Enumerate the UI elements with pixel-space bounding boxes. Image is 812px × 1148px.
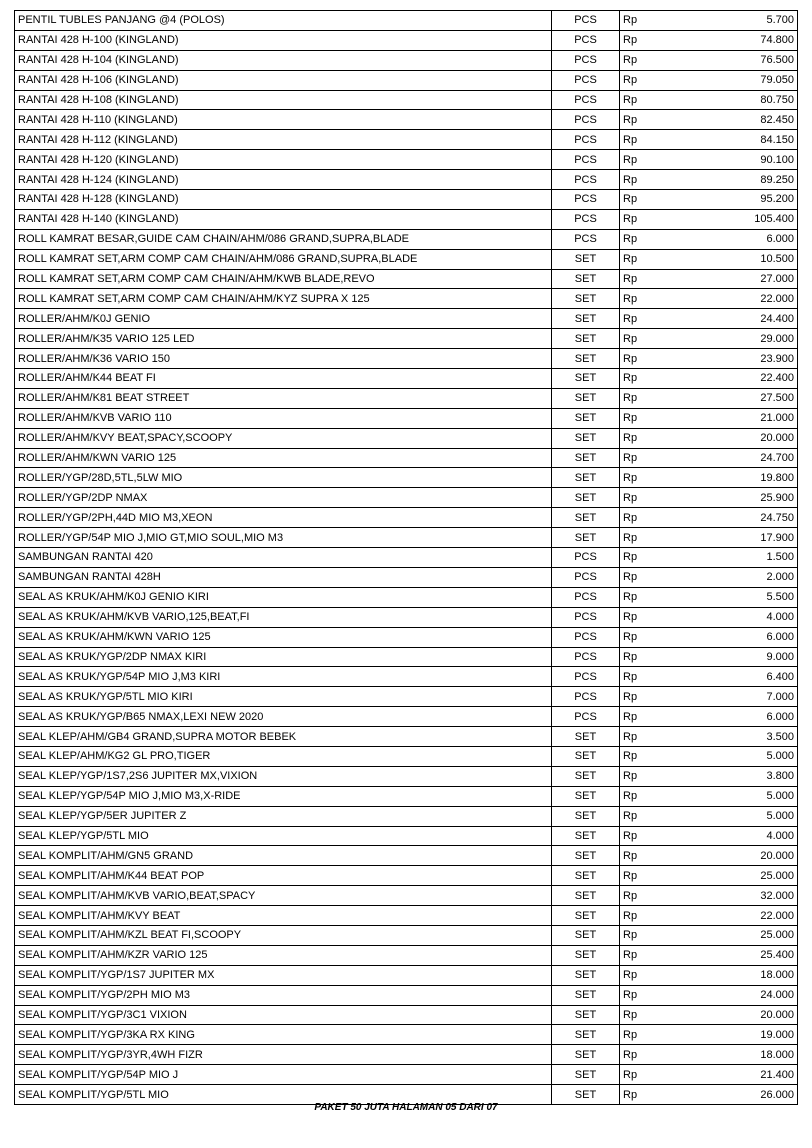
item-unit: SET <box>552 925 620 945</box>
item-price: 90.100 <box>656 150 798 170</box>
item-price: 6.000 <box>656 707 798 727</box>
item-price: 18.000 <box>656 965 798 985</box>
currency-label: Rp <box>620 408 656 428</box>
item-price: 27.500 <box>656 388 798 408</box>
table-row <box>15 667 798 687</box>
currency-label: Rp <box>620 727 656 747</box>
item-name: SEAL AS KRUK/YGP/5TL MIO KIRI <box>15 687 552 707</box>
item-unit: SET <box>552 1025 620 1045</box>
item-unit: SET <box>552 786 620 806</box>
item-unit: SET <box>552 249 620 269</box>
currency-label: Rp <box>620 90 656 110</box>
item-price: 82.450 <box>656 110 798 130</box>
table-row <box>15 488 798 508</box>
currency-label: Rp <box>620 528 656 548</box>
item-name: RANTAI 428 H-110 (KINGLAND) <box>15 110 552 130</box>
item-name: ROLL KAMRAT BESAR,GUIDE CAM CHAIN/AHM/086 GRAND,SUPRA,BLADE <box>15 229 552 249</box>
item-price: 5.000 <box>656 806 798 826</box>
item-name: RANTAI 428 H-112 (KINGLAND) <box>15 130 552 150</box>
table-row <box>15 229 798 249</box>
item-price: 18.000 <box>656 1045 798 1065</box>
item-name: SEAL AS KRUK/AHM/KVB VARIO,125,BEAT,FI <box>15 607 552 627</box>
item-name: SEAL KLEP/AHM/KG2 GL PRO,TIGER <box>15 746 552 766</box>
item-name: SEAL KOMPLIT/YGP/3C1 VIXION <box>15 1005 552 1025</box>
item-name: ROLLER/AHM/KVY BEAT,SPACY,SCOOPY <box>15 428 552 448</box>
item-unit: SET <box>552 528 620 548</box>
table-row <box>15 428 798 448</box>
item-price: 105.400 <box>656 209 798 229</box>
currency-label: Rp <box>620 170 656 190</box>
currency-label: Rp <box>620 906 656 926</box>
table-row <box>15 985 798 1005</box>
currency-label: Rp <box>620 388 656 408</box>
table-row <box>15 110 798 130</box>
item-unit: PCS <box>552 229 620 249</box>
item-price: 26.000 <box>656 1085 798 1105</box>
item-price: 6.000 <box>656 229 798 249</box>
currency-label: Rp <box>620 766 656 786</box>
item-name: SEAL KLEP/YGP/1S7,2S6 JUPITER MX,VIXION <box>15 766 552 786</box>
item-name: ROLLER/AHM/K0J GENIO <box>15 309 552 329</box>
item-name: ROLLER/AHM/K81 BEAT STREET <box>15 388 552 408</box>
table-row <box>15 70 798 90</box>
item-name: SEAL KOMPLIT/YGP/3KA RX KING <box>15 1025 552 1045</box>
table-row <box>15 906 798 926</box>
item-unit: SET <box>552 886 620 906</box>
table-row <box>15 746 798 766</box>
item-name: SEAL AS KRUK/YGP/B65 NMAX,LEXI NEW 2020 <box>15 707 552 727</box>
item-unit: PCS <box>552 587 620 607</box>
item-price: 20.000 <box>656 428 798 448</box>
item-unit: SET <box>552 1005 620 1025</box>
item-price: 24.000 <box>656 985 798 1005</box>
currency-label: Rp <box>620 826 656 846</box>
item-price: 5.500 <box>656 587 798 607</box>
item-name: SAMBUNGAN RANTAI 420 <box>15 548 552 568</box>
item-price: 80.750 <box>656 90 798 110</box>
table-row <box>15 1065 798 1085</box>
currency-label: Rp <box>620 567 656 587</box>
item-price: 24.400 <box>656 309 798 329</box>
table-row <box>15 408 798 428</box>
item-name: SEAL KLEP/YGP/54P MIO J,MIO M3,X-RIDE <box>15 786 552 806</box>
currency-label: Rp <box>620 249 656 269</box>
currency-label: Rp <box>620 1065 656 1085</box>
item-name: SEAL KOMPLIT/AHM/KVB VARIO,BEAT,SPACY <box>15 886 552 906</box>
item-name: SEAL KLEP/AHM/GB4 GRAND,SUPRA MOTOR BEBEK <box>15 727 552 747</box>
item-unit: PCS <box>552 607 620 627</box>
item-unit: SET <box>552 766 620 786</box>
table-row <box>15 249 798 269</box>
table-row <box>15 90 798 110</box>
item-price: 22.000 <box>656 906 798 926</box>
currency-label: Rp <box>620 647 656 667</box>
item-price: 20.000 <box>656 1005 798 1025</box>
item-unit: PCS <box>552 170 620 190</box>
item-price: 25.900 <box>656 488 798 508</box>
item-name: ROLLER/AHM/K35 VARIO 125 LED <box>15 329 552 349</box>
currency-label: Rp <box>620 607 656 627</box>
item-unit: SET <box>552 965 620 985</box>
table-row <box>15 866 798 886</box>
table-row <box>15 309 798 329</box>
item-unit: PCS <box>552 50 620 70</box>
item-unit: PCS <box>552 30 620 50</box>
item-unit: SET <box>552 727 620 747</box>
currency-label: Rp <box>620 667 656 687</box>
table-row <box>15 1025 798 1045</box>
item-price: 76.500 <box>656 50 798 70</box>
item-name: ROLLER/YGP/54P MIO J,MIO GT,MIO SOUL,MIO M3 <box>15 528 552 548</box>
currency-label: Rp <box>620 1005 656 1025</box>
item-name: ROLLER/AHM/KWN VARIO 125 <box>15 448 552 468</box>
item-price: 24.700 <box>656 448 798 468</box>
item-price: 79.050 <box>656 70 798 90</box>
item-name: SEAL KLEP/YGP/5TL MIO <box>15 826 552 846</box>
table-row <box>15 209 798 229</box>
item-price: 4.000 <box>656 607 798 627</box>
table-row <box>15 925 798 945</box>
item-name: SEAL KOMPLIT/AHM/KZL BEAT FI,SCOOPY <box>15 925 552 945</box>
item-price: 32.000 <box>656 886 798 906</box>
table-row <box>15 826 798 846</box>
item-unit: SET <box>552 309 620 329</box>
item-name: SEAL KOMPLIT/AHM/KZR VARIO 125 <box>15 945 552 965</box>
currency-label: Rp <box>620 130 656 150</box>
currency-label: Rp <box>620 11 656 31</box>
item-unit: PCS <box>552 90 620 110</box>
item-price: 19.000 <box>656 1025 798 1045</box>
currency-label: Rp <box>620 945 656 965</box>
table-row <box>15 965 798 985</box>
table-row <box>15 587 798 607</box>
table-row <box>15 508 798 528</box>
item-unit: SET <box>552 468 620 488</box>
table-row <box>15 1005 798 1025</box>
item-unit: PCS <box>552 667 620 687</box>
item-price: 25.000 <box>656 925 798 945</box>
item-price: 25.400 <box>656 945 798 965</box>
item-name: SEAL KOMPLIT/YGP/3YR,4WH FIZR <box>15 1045 552 1065</box>
item-price: 22.400 <box>656 369 798 389</box>
table-row <box>15 388 798 408</box>
item-price: 22.000 <box>656 289 798 309</box>
item-name: ROLL KAMRAT SET,ARM COMP CAM CHAIN/AHM/KYZ SUPRA X 125 <box>15 289 552 309</box>
item-unit: PCS <box>552 150 620 170</box>
table-row <box>15 766 798 786</box>
item-price: 5.000 <box>656 786 798 806</box>
currency-label: Rp <box>620 846 656 866</box>
item-price: 5.000 <box>656 746 798 766</box>
item-price: 24.750 <box>656 508 798 528</box>
item-name: SEAL KOMPLIT/AHM/GN5 GRAND <box>15 846 552 866</box>
item-unit: PCS <box>552 707 620 727</box>
price-list-body <box>15 11 798 1105</box>
item-price: 5.700 <box>656 11 798 31</box>
item-name: RANTAI 428 H-120 (KINGLAND) <box>15 150 552 170</box>
item-price: 84.150 <box>656 130 798 150</box>
item-unit: PCS <box>552 130 620 150</box>
currency-label: Rp <box>620 965 656 985</box>
item-unit: PCS <box>552 70 620 90</box>
item-unit: PCS <box>552 11 620 31</box>
table-row <box>15 945 798 965</box>
item-unit: PCS <box>552 209 620 229</box>
item-price: 4.000 <box>656 826 798 846</box>
item-unit: PCS <box>552 627 620 647</box>
currency-label: Rp <box>620 925 656 945</box>
item-price: 23.900 <box>656 349 798 369</box>
currency-label: Rp <box>620 428 656 448</box>
item-unit: PCS <box>552 647 620 667</box>
item-name: RANTAI 428 H-140 (KINGLAND) <box>15 209 552 229</box>
item-unit: PCS <box>552 190 620 210</box>
item-unit: SET <box>552 508 620 528</box>
currency-label: Rp <box>620 488 656 508</box>
item-unit: SET <box>552 388 620 408</box>
item-name: ROLLER/AHM/KVB VARIO 110 <box>15 408 552 428</box>
item-unit: SET <box>552 448 620 468</box>
item-unit: SET <box>552 289 620 309</box>
item-unit: SET <box>552 945 620 965</box>
currency-label: Rp <box>620 1085 656 1105</box>
table-row <box>15 50 798 70</box>
table-row <box>15 687 798 707</box>
item-price: 2.000 <box>656 567 798 587</box>
item-price: 21.000 <box>656 408 798 428</box>
currency-label: Rp <box>620 110 656 130</box>
currency-label: Rp <box>620 866 656 886</box>
currency-label: Rp <box>620 587 656 607</box>
item-price: 6.400 <box>656 667 798 687</box>
table-row <box>15 468 798 488</box>
currency-label: Rp <box>620 289 656 309</box>
currency-label: Rp <box>620 209 656 229</box>
currency-label: Rp <box>620 985 656 1005</box>
item-name: ROLLER/YGP/2PH,44D MIO M3,XEON <box>15 508 552 528</box>
item-price: 7.000 <box>656 687 798 707</box>
item-unit: SET <box>552 746 620 766</box>
currency-label: Rp <box>620 50 656 70</box>
item-unit: SET <box>552 349 620 369</box>
table-row <box>15 130 798 150</box>
table-row <box>15 349 798 369</box>
item-unit: SET <box>552 826 620 846</box>
table-row <box>15 627 798 647</box>
currency-label: Rp <box>620 746 656 766</box>
table-row <box>15 30 798 50</box>
page-footer: PAKET 50 JUTA HALAMAN 05 DARI 07 <box>314 1102 498 1113</box>
currency-label: Rp <box>620 30 656 50</box>
currency-label: Rp <box>620 508 656 528</box>
item-name: SEAL AS KRUK/AHM/KWN VARIO 125 <box>15 627 552 647</box>
item-unit: PCS <box>552 687 620 707</box>
table-row <box>15 329 798 349</box>
item-price: 3.800 <box>656 766 798 786</box>
currency-label: Rp <box>620 687 656 707</box>
currency-label: Rp <box>620 1025 656 1045</box>
item-unit: SET <box>552 488 620 508</box>
currency-label: Rp <box>620 70 656 90</box>
currency-label: Rp <box>620 329 656 349</box>
table-row <box>15 886 798 906</box>
item-unit: SET <box>552 1045 620 1065</box>
item-unit: SET <box>552 806 620 826</box>
table-row <box>15 567 798 587</box>
item-price: 3.500 <box>656 727 798 747</box>
item-price: 29.000 <box>656 329 798 349</box>
currency-label: Rp <box>620 190 656 210</box>
item-price: 10.500 <box>656 249 798 269</box>
item-name: SEAL AS KRUK/YGP/2DP NMAX KIRI <box>15 647 552 667</box>
item-unit: PCS <box>552 110 620 130</box>
item-price: 74.800 <box>656 30 798 50</box>
item-unit: SET <box>552 846 620 866</box>
item-unit: PCS <box>552 567 620 587</box>
item-price: 20.000 <box>656 846 798 866</box>
table-row <box>15 607 798 627</box>
item-unit: SET <box>552 408 620 428</box>
item-unit: SET <box>552 428 620 448</box>
item-name: RANTAI 428 H-108 (KINGLAND) <box>15 90 552 110</box>
item-name: ROLL KAMRAT SET,ARM COMP CAM CHAIN/AHM/KWB BLADE,REVO <box>15 269 552 289</box>
item-name: ROLLER/AHM/K44 BEAT FI <box>15 369 552 389</box>
table-row <box>15 806 798 826</box>
item-unit: SET <box>552 329 620 349</box>
currency-label: Rp <box>620 309 656 329</box>
currency-label: Rp <box>620 707 656 727</box>
item-unit: SET <box>552 1085 620 1105</box>
item-price: 21.400 <box>656 1065 798 1085</box>
currency-label: Rp <box>620 806 656 826</box>
item-unit: SET <box>552 906 620 926</box>
currency-label: Rp <box>620 786 656 806</box>
currency-label: Rp <box>620 448 656 468</box>
item-name: SEAL KLEP/YGP/5ER JUPITER Z <box>15 806 552 826</box>
item-price: 27.000 <box>656 269 798 289</box>
item-name: RANTAI 428 H-124 (KINGLAND) <box>15 170 552 190</box>
item-unit: SET <box>552 369 620 389</box>
item-name: SAMBUNGAN RANTAI 428H <box>15 567 552 587</box>
table-row <box>15 548 798 568</box>
table-row <box>15 170 798 190</box>
item-price: 17.900 <box>656 528 798 548</box>
item-unit: PCS <box>552 548 620 568</box>
table-row <box>15 150 798 170</box>
item-price: 9.000 <box>656 647 798 667</box>
item-name: ROLLER/YGP/2DP NMAX <box>15 488 552 508</box>
price-list-table <box>14 10 798 1105</box>
item-name: SEAL AS KRUK/AHM/K0J GENIO KIRI <box>15 587 552 607</box>
item-name: SEAL KOMPLIT/YGP/54P MIO J <box>15 1065 552 1085</box>
currency-label: Rp <box>620 349 656 369</box>
item-unit: SET <box>552 269 620 289</box>
item-price: 25.000 <box>656 866 798 886</box>
table-row <box>15 269 798 289</box>
table-row <box>15 1045 798 1065</box>
table-row <box>15 369 798 389</box>
item-name: RANTAI 428 H-128 (KINGLAND) <box>15 190 552 210</box>
currency-label: Rp <box>620 627 656 647</box>
currency-label: Rp <box>620 229 656 249</box>
table-row <box>15 707 798 727</box>
item-price: 89.250 <box>656 170 798 190</box>
table-row <box>15 846 798 866</box>
table-row <box>15 11 798 31</box>
item-name: SEAL KOMPLIT/YGP/5TL MIO <box>15 1085 552 1105</box>
currency-label: Rp <box>620 1045 656 1065</box>
item-unit: SET <box>552 1065 620 1085</box>
table-row <box>15 647 798 667</box>
item-name: ROLLER/AHM/K36 VARIO 150 <box>15 349 552 369</box>
table-row <box>15 289 798 309</box>
currency-label: Rp <box>620 886 656 906</box>
item-unit: SET <box>552 866 620 886</box>
item-price: 19.800 <box>656 468 798 488</box>
item-price: 1.500 <box>656 548 798 568</box>
item-name: SEAL AS KRUK/YGP/54P MIO J,M3 KIRI <box>15 667 552 687</box>
currency-label: Rp <box>620 468 656 488</box>
item-unit: SET <box>552 985 620 1005</box>
table-row <box>15 190 798 210</box>
item-name: RANTAI 428 H-106 (KINGLAND) <box>15 70 552 90</box>
item-name: RANTAI 428 H-100 (KINGLAND) <box>15 30 552 50</box>
item-name: SEAL KOMPLIT/YGP/1S7 JUPITER MX <box>15 965 552 985</box>
currency-label: Rp <box>620 269 656 289</box>
item-name: SEAL KOMPLIT/AHM/KVY BEAT <box>15 906 552 926</box>
item-name: ROLLER/YGP/28D,5TL,5LW MIO <box>15 468 552 488</box>
item-name: PENTIL TUBLES PANJANG @4 (POLOS) <box>15 11 552 31</box>
item-price: 95.200 <box>656 190 798 210</box>
table-row <box>15 528 798 548</box>
table-row <box>15 727 798 747</box>
item-name: SEAL KOMPLIT/AHM/K44 BEAT POP <box>15 866 552 886</box>
item-name: SEAL KOMPLIT/YGP/2PH MIO M3 <box>15 985 552 1005</box>
item-price: 6.000 <box>656 627 798 647</box>
item-name: RANTAI 428 H-104 (KINGLAND) <box>15 50 552 70</box>
table-row <box>15 448 798 468</box>
table-row <box>15 786 798 806</box>
item-name: ROLL KAMRAT SET,ARM COMP CAM CHAIN/AHM/086 GRAND,SUPRA,BLADE <box>15 249 552 269</box>
currency-label: Rp <box>620 369 656 389</box>
currency-label: Rp <box>620 548 656 568</box>
currency-label: Rp <box>620 150 656 170</box>
